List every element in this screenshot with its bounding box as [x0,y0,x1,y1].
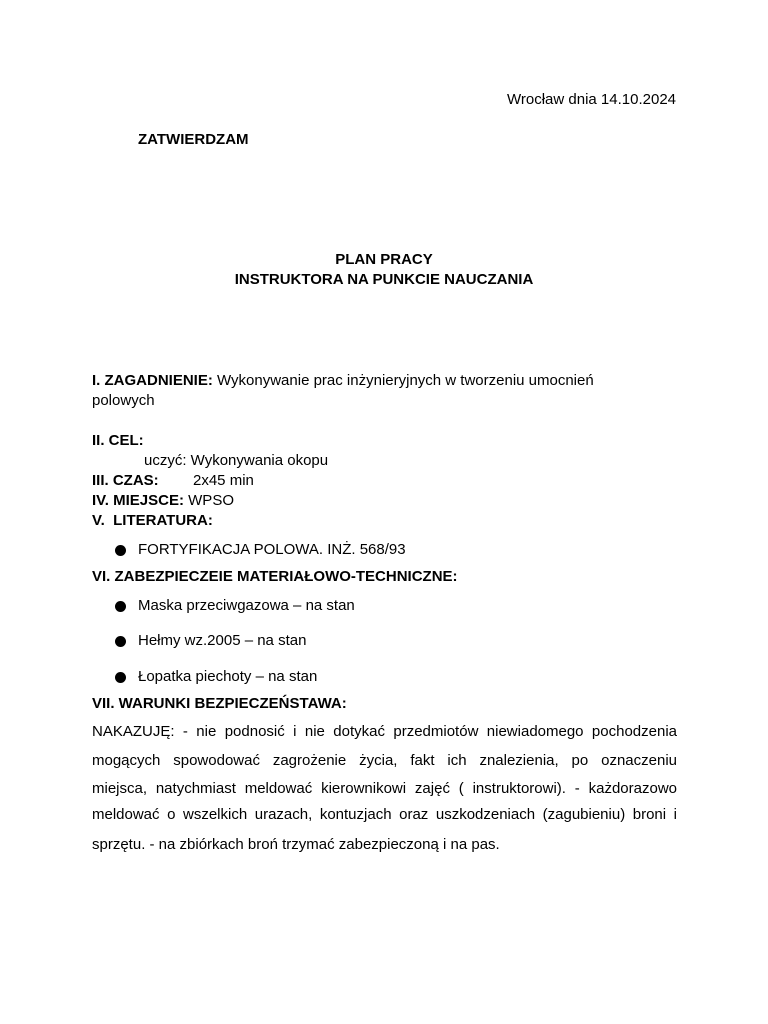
place-value: WPSO [183,492,234,509]
supplies-item: Hełmy wz.2005 – na stan [138,632,307,649]
place-date: Wrocław dnia 14.10.2024 [507,91,676,108]
topic-label: I. ZAGADNIENIE: [92,372,213,389]
bullet-icon [115,545,126,556]
topic-line [92,371,594,391]
goal-text: uczyć: Wykonywania okopu [144,452,329,469]
goal-label: II. CEL: [92,432,144,449]
time-label: III. CZAS: [92,472,159,489]
safety-label: VII. WARUNKI BEZPIECZEŃSTAWA: [92,695,347,712]
supplies-item: Maska przeciwgazowa – na stan [138,597,355,614]
document-subtitle: INSTRUKTORA NA PUNKCIE NAUCZANIA [234,271,534,288]
literature-label: V. LITERATURA: [92,512,213,529]
place-label: IV. MIEJSCE: [92,492,184,509]
approval-heading: ZATWIERDZAM [138,131,249,148]
supplies-label: VI. ZABEZPIECZEIE MATERIAŁOWO-TECHNICZNE: [92,568,458,585]
place-line [92,491,234,511]
safety-text-line: miejsca, natychmiast meldować kierownikowi zajęć ( instruktorowi). - każdorazowo [92,780,677,797]
safety-text-line: mogących spowodować zagrożenie życia, fakt ich znalezienia, po oznaczeniu [92,752,677,769]
bullet-icon [115,636,126,647]
safety-text-line: sprzętu. - na zbiórkach broń trzymać zabezpieczoną i na pas. [92,836,500,853]
topic-text-continued: polowych [92,392,155,409]
time-value: 2x45 min [193,472,254,489]
literature-item: FORTYFIKACJA POLOWA. INŻ. 568/93 [138,541,406,558]
topic-text: Wykonywanie prac inżynieryjnych w tworzeniu umocnień [212,372,594,389]
supplies-item: Łopatka piechoty – na stan [138,668,318,685]
bullet-icon [115,601,126,612]
safety-text-line: meldować o wszelkich urazach, kontuzjach oraz uszkodzeniach (zagubieniu) broni i [92,806,677,823]
document-title: PLAN PRACY [335,251,433,268]
bullet-icon [115,672,126,683]
safety-text-line: NAKAZUJĘ: - nie podnosić i nie dotykać przedmiotów niewiadomego pochodzenia [92,723,677,740]
